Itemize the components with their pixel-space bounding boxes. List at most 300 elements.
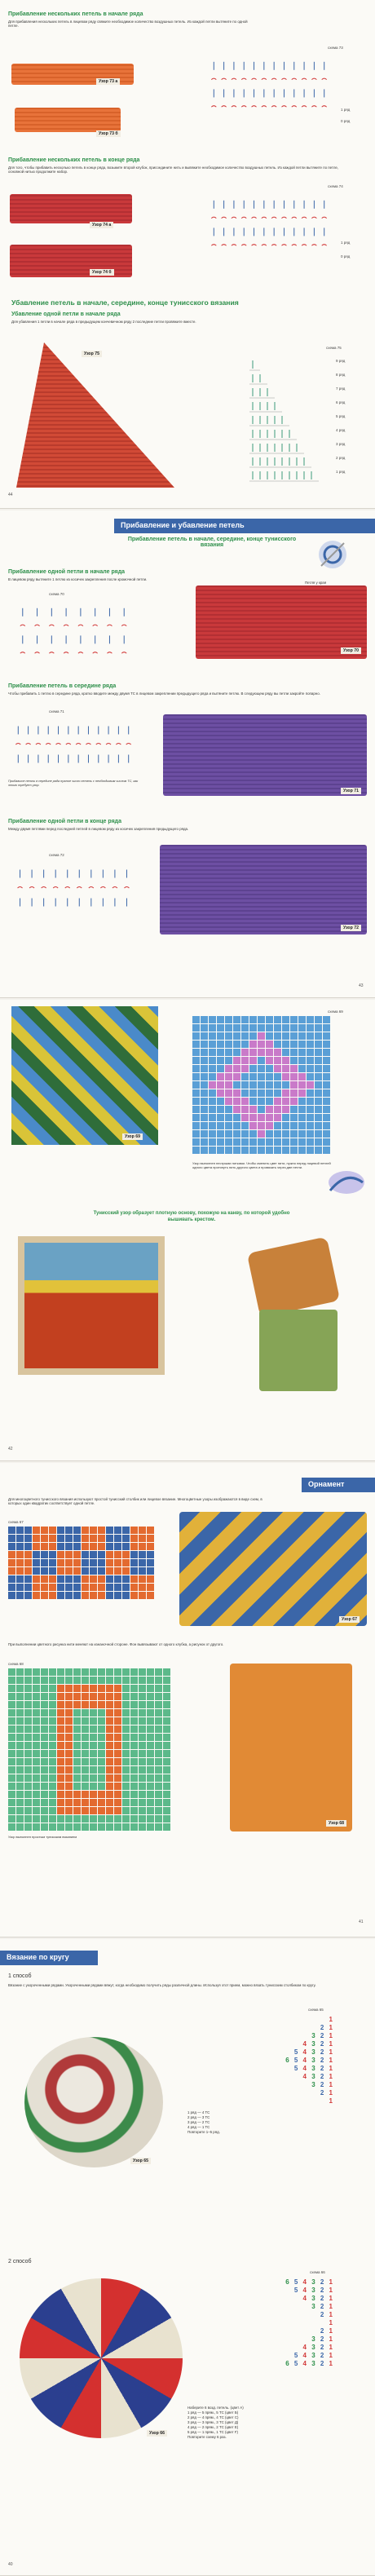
loop-mark [322, 106, 327, 108]
grid-cell [49, 1559, 56, 1566]
grid-cell [307, 1138, 314, 1146]
grid-cell [122, 1677, 130, 1684]
legend-line: Наберите 6 возд. петель. (цвет А) [188, 2406, 244, 2410]
grid-cell [258, 1089, 265, 1097]
grid-cell [290, 1041, 298, 1048]
heading-dec-1: Убавление одной петли в начале ряда [11, 312, 121, 317]
grid-cell [57, 1567, 64, 1575]
grid-cell [90, 1677, 97, 1684]
grid-cell [258, 1106, 265, 1113]
grid-cell [24, 1791, 32, 1798]
grid-cell [49, 1750, 56, 1757]
grid-cell [65, 1750, 73, 1757]
grid-cell [41, 1725, 48, 1733]
grid-cell [33, 1701, 40, 1708]
grid-cell [258, 1065, 265, 1072]
grid-cell [225, 1098, 232, 1105]
grid-cell [90, 1551, 97, 1558]
grid-cell [114, 1543, 121, 1550]
grid-cell [209, 1057, 216, 1064]
loop-mark [271, 78, 276, 80]
loop-mark [78, 652, 83, 654]
grid-cell [307, 1057, 314, 1064]
loop-mark [222, 78, 227, 80]
grid-cell [65, 1758, 73, 1765]
grid-cell [73, 1750, 81, 1757]
label-71: Узор 71 [341, 788, 361, 794]
grid-cell [155, 1693, 162, 1700]
grid-cell [282, 1147, 289, 1154]
grid-cell [233, 1106, 240, 1113]
grid-cell [122, 1774, 130, 1782]
caption-edge-loop: Петля у края [305, 581, 327, 585]
grid-cell [98, 1799, 105, 1806]
grid-cell [217, 1057, 224, 1064]
schema-number: 5 [293, 2048, 303, 2056]
grid-cell [290, 1081, 298, 1089]
grid-cell [249, 1073, 257, 1080]
grid-cell [192, 1024, 200, 1032]
grid-cell [163, 1717, 170, 1725]
hook-yarn-illustration [316, 538, 349, 571]
loop-mark [106, 744, 111, 745]
grid-cell [8, 1766, 15, 1774]
grid-cell [266, 1138, 273, 1146]
grid-cell [155, 1668, 162, 1676]
grid-cell [225, 1089, 232, 1097]
schema-number: 1 [329, 2073, 334, 2080]
grid-cell [90, 1567, 97, 1575]
grid-cell [24, 1527, 32, 1534]
grid-cell [282, 1089, 289, 1097]
schema-number: 1 [329, 2295, 334, 2302]
grid-cell [24, 1717, 32, 1725]
grid-cell [307, 1065, 314, 1072]
loop-mark [211, 106, 216, 108]
schema-number: 1 [329, 2344, 334, 2351]
grid-cell [73, 1527, 81, 1534]
method-1-label: 1 способ [8, 1973, 32, 1979]
row-label: 6 ряд [336, 400, 346, 404]
grid-cell [24, 1823, 32, 1831]
grid-cell [73, 1742, 81, 1749]
page-44 [0, 0, 375, 509]
grid-cell [139, 1693, 146, 1700]
schema-75-title: схема 75 [326, 346, 342, 350]
legend-line: Повторите схему 6 раз. [188, 2435, 227, 2439]
grid-cell [147, 1584, 154, 1591]
grid-cell [24, 1551, 32, 1558]
label-74a: Узор 74 а [90, 222, 113, 228]
schema-number: 3 [311, 2073, 320, 2080]
grid-cell [73, 1575, 81, 1583]
grid-cell [49, 1734, 56, 1741]
grid-cell [282, 1138, 289, 1146]
grid-cell [225, 1130, 232, 1138]
grid-cell [139, 1815, 146, 1823]
grid-cell [122, 1551, 130, 1558]
grid-cell [98, 1575, 105, 1583]
grid-cell [90, 1701, 97, 1708]
heading-inc-end-one: Прибавление одной петли в конце ряда [8, 819, 122, 824]
grid-cell [16, 1823, 24, 1831]
grid-cell [41, 1527, 48, 1534]
page-number: 41 [359, 1920, 364, 1924]
grid-cell [241, 1049, 249, 1056]
schema-number: 4 [302, 2287, 312, 2294]
grid-cell [114, 1815, 121, 1823]
schema-70-diagram [8, 599, 139, 667]
grid-cell [90, 1543, 97, 1550]
grid-cell [106, 1668, 113, 1676]
grid-cell [155, 1717, 162, 1725]
grid-cell [192, 1106, 200, 1113]
schema-number: 2 [320, 2352, 329, 2359]
grid-cell [122, 1758, 130, 1765]
grid-cell [41, 1535, 48, 1542]
grid-cell [57, 1677, 64, 1684]
grid-cell [73, 1815, 81, 1823]
grid-cell [298, 1130, 306, 1138]
grid-cell [8, 1701, 15, 1708]
grid-cell [209, 1122, 216, 1129]
grid-cell [24, 1742, 32, 1749]
schema-number: 2 [320, 2360, 329, 2367]
grid-cell [24, 1584, 32, 1591]
grid-cell [98, 1750, 105, 1757]
schema-number: 4 [302, 2344, 312, 2351]
loop-mark [124, 887, 129, 889]
grid-cell [16, 1709, 24, 1717]
grid-cell [57, 1758, 64, 1765]
grid-cell [241, 1073, 249, 1080]
grid-cell [16, 1750, 24, 1757]
grid-cell [90, 1693, 97, 1700]
grid-cell [114, 1668, 121, 1676]
grid-cell [33, 1766, 40, 1774]
grid-cell [98, 1584, 105, 1591]
grid-cell [201, 1024, 208, 1032]
grid-cell [147, 1693, 154, 1700]
grid-cell [201, 1138, 208, 1146]
grid-cell [147, 1559, 154, 1566]
grid-cell [155, 1677, 162, 1684]
grid-cell [139, 1750, 146, 1757]
grid-cell [209, 1041, 216, 1048]
grid-cell [217, 1032, 224, 1040]
grid-cell [106, 1815, 113, 1823]
grid-cell [8, 1693, 15, 1700]
grid-cell [114, 1783, 121, 1790]
grid-cell [106, 1791, 113, 1798]
loop-mark [49, 652, 54, 654]
grid-cell [130, 1807, 138, 1814]
grid-cell [130, 1815, 138, 1823]
grid-cell [98, 1685, 105, 1692]
grid-cell [8, 1815, 15, 1823]
grid-cell [106, 1592, 113, 1599]
grid-cell [315, 1089, 322, 1097]
grid-cell [282, 1073, 289, 1080]
grid-cell [298, 1081, 306, 1089]
grid-cell [41, 1791, 48, 1798]
grid-cell [33, 1543, 40, 1550]
grid-cell [266, 1032, 273, 1040]
grid-cell [8, 1685, 15, 1692]
loop-mark [322, 245, 327, 246]
grid-cell [49, 1791, 56, 1798]
grid-cell [147, 1575, 154, 1583]
grid-cell [323, 1138, 330, 1146]
grid-cell [98, 1717, 105, 1725]
row-label: 3 ряд [336, 442, 346, 446]
loop-mark [252, 245, 257, 246]
grid-cell [33, 1758, 40, 1765]
grid-cell [65, 1799, 73, 1806]
grid-cell [274, 1098, 281, 1105]
schema-number: 2 [320, 2278, 329, 2286]
grid-cell [266, 1130, 273, 1138]
grid-cell [114, 1758, 121, 1765]
grid-cell [163, 1758, 170, 1765]
grid-cell [41, 1734, 48, 1741]
grid-cell [217, 1024, 224, 1032]
grid-cell [82, 1709, 89, 1717]
grid-cell [122, 1783, 130, 1790]
loop-mark [271, 217, 276, 219]
heading-inc-one-start: Прибавление одной петли в начале ряда [8, 569, 126, 575]
grid-cell [217, 1122, 224, 1129]
grid-cell [155, 1750, 162, 1757]
loop-mark [53, 887, 58, 889]
grid-cell [49, 1717, 56, 1725]
schema-number: 4 [302, 2040, 312, 2048]
grid-cell [98, 1693, 105, 1700]
grid-cell [130, 1750, 138, 1757]
row-label: 7 ряд [336, 387, 346, 391]
schema-number: 4 [302, 2057, 312, 2064]
grid-cell [139, 1535, 146, 1542]
grid-cell [49, 1527, 56, 1534]
grid-cell [57, 1551, 64, 1558]
schema-number: 6 [285, 2057, 294, 2064]
grid-cell [16, 1783, 24, 1790]
grid-cell [82, 1750, 89, 1757]
grid-cell [82, 1584, 89, 1591]
schema-number: 3 [311, 2040, 320, 2048]
grid-cell [57, 1668, 64, 1676]
loop-mark [281, 106, 286, 108]
grid-cell [315, 1032, 322, 1040]
grid-cell [90, 1758, 97, 1765]
grid-cell [16, 1717, 24, 1725]
grid-cell [130, 1701, 138, 1708]
loop-mark [252, 78, 257, 80]
grid-cell [282, 1041, 289, 1048]
grid-cell [139, 1734, 146, 1741]
grid-cell [33, 1791, 40, 1798]
sample-73b [15, 108, 121, 132]
loop-mark [46, 744, 51, 745]
grid-cell [122, 1807, 130, 1814]
grid-cell [65, 1709, 73, 1717]
grid-cell [282, 1114, 289, 1121]
grid-cell [201, 1106, 208, 1113]
loop-mark [107, 625, 112, 626]
grid-cell [57, 1750, 64, 1757]
grid-cell [106, 1717, 113, 1725]
grid-cell [192, 1032, 200, 1040]
grid-cell [147, 1701, 154, 1708]
grid-cell [163, 1677, 170, 1684]
grid-cell [73, 1551, 81, 1558]
schema-row [245, 2311, 334, 2319]
grid-cell [192, 1041, 200, 1048]
grid-cell [57, 1709, 64, 1717]
grid-cell [249, 1130, 257, 1138]
grid-cell [274, 1122, 281, 1129]
grid-cell [82, 1742, 89, 1749]
grid-cell [249, 1138, 257, 1146]
loop-mark [311, 245, 316, 246]
grid-cell [290, 1138, 298, 1146]
grid-cell [16, 1551, 24, 1558]
grid-cell [130, 1543, 138, 1550]
grid-cell [65, 1766, 73, 1774]
grid-cell [24, 1685, 32, 1692]
grid-cell [49, 1693, 56, 1700]
grid-cell [24, 1766, 32, 1774]
grid-cell [90, 1799, 97, 1806]
grid-cell [323, 1024, 330, 1032]
loop-mark [271, 106, 276, 108]
subtitle: Прибавление петель в начале, середине, конце тунисского вязания [127, 537, 297, 548]
grid-cell [16, 1685, 24, 1692]
grid-cell [163, 1685, 170, 1692]
grid-cell [225, 1114, 232, 1121]
heading-decrease: Убавление петель в начале, середине, конце тунисского вязания [11, 298, 239, 307]
grid-cell [274, 1073, 281, 1080]
grid-cell [49, 1783, 56, 1790]
schema-65-numbers [245, 2016, 334, 2105]
grid-cell [57, 1693, 64, 1700]
grid-cell [147, 1807, 154, 1814]
grid-cell [98, 1783, 105, 1790]
schema-number: 3 [311, 2295, 320, 2302]
label-75: Узор 75 [82, 351, 102, 357]
grid-cell [90, 1783, 97, 1790]
grid-cell [233, 1073, 240, 1080]
schema-number: 1 [329, 2040, 334, 2048]
grid-cell [98, 1535, 105, 1542]
loop-mark [322, 217, 327, 219]
grid-cell [114, 1551, 121, 1558]
grid-cell [282, 1106, 289, 1113]
grid-cell [49, 1543, 56, 1550]
grid-cell [8, 1567, 15, 1575]
grid-cell [290, 1122, 298, 1129]
grid-cell [16, 1766, 24, 1774]
grid-cell [90, 1815, 97, 1823]
page-number: 40 [8, 2562, 13, 2567]
grid-cell [33, 1717, 40, 1725]
grid-cell [315, 1138, 322, 1146]
loop-mark [112, 887, 117, 889]
grid-cell [114, 1791, 121, 1798]
grid-cell [201, 1081, 208, 1089]
schema-number: 2 [320, 2048, 329, 2056]
schema-number: 1 [329, 2335, 334, 2343]
grid-cell [315, 1130, 322, 1138]
grid-cell [274, 1138, 281, 1146]
section-banner: Орнамент [302, 1478, 375, 1492]
loop-mark [311, 78, 316, 80]
grid-cell [209, 1073, 216, 1080]
section-banner: Прибавление и убавление петель [114, 519, 375, 533]
grid-cell [315, 1065, 322, 1072]
grid-cell [33, 1567, 40, 1575]
grid-cell [290, 1073, 298, 1080]
grid-cell [155, 1742, 162, 1749]
grid-cell [147, 1734, 154, 1741]
grid-cell [16, 1701, 24, 1708]
grid-cell [57, 1725, 64, 1733]
grid-cell [16, 1725, 24, 1733]
grid-cell [147, 1823, 154, 1831]
grid-cell [192, 1098, 200, 1105]
row-label: 5 ряд [336, 414, 346, 418]
grid-cell [298, 1065, 306, 1072]
grid-cell [57, 1543, 64, 1550]
schema-row [245, 2327, 334, 2335]
grid-cell [290, 1065, 298, 1072]
grid-cell [233, 1147, 240, 1154]
grid-cell [73, 1543, 81, 1550]
grid-cell [82, 1575, 89, 1583]
grid-cell [122, 1668, 130, 1676]
grid-cell [73, 1823, 81, 1831]
grid-cell [122, 1750, 130, 1757]
grid-cell [139, 1527, 146, 1534]
grid-cell [192, 1049, 200, 1056]
grid-cell [57, 1559, 64, 1566]
text-69: Узор выполнен пестрыми нитками. Чтобы сменить цвет нити, нужно перед лицевой петлей одного цвета протянуть нить другого цвета и провязать через две петли. [192, 1161, 331, 1170]
grid-cell [290, 1024, 298, 1032]
grid-cell [163, 1709, 170, 1717]
grid-cell [315, 1041, 322, 1048]
grid-cell [33, 1559, 40, 1566]
grid-cell [258, 1147, 265, 1154]
schema-number: 4 [302, 2278, 312, 2286]
grid-cell [106, 1584, 113, 1591]
grid-cell [307, 1098, 314, 1105]
grid-cell [282, 1130, 289, 1138]
grid-cell [298, 1147, 306, 1154]
grid-cell [98, 1774, 105, 1782]
grid-cell [33, 1815, 40, 1823]
grid-cell [217, 1130, 224, 1138]
grid-cell [249, 1147, 257, 1154]
label-70: Узор 70 [341, 647, 361, 654]
grid-cell [65, 1575, 73, 1583]
grid-cell [249, 1049, 257, 1056]
schema-number: 4 [302, 2352, 312, 2359]
grid-cell [114, 1685, 121, 1692]
schema-72-title: схема 72 [49, 853, 64, 857]
grid-cell [57, 1774, 64, 1782]
grid-cell [266, 1024, 273, 1032]
schema-71-diagram [8, 716, 139, 773]
